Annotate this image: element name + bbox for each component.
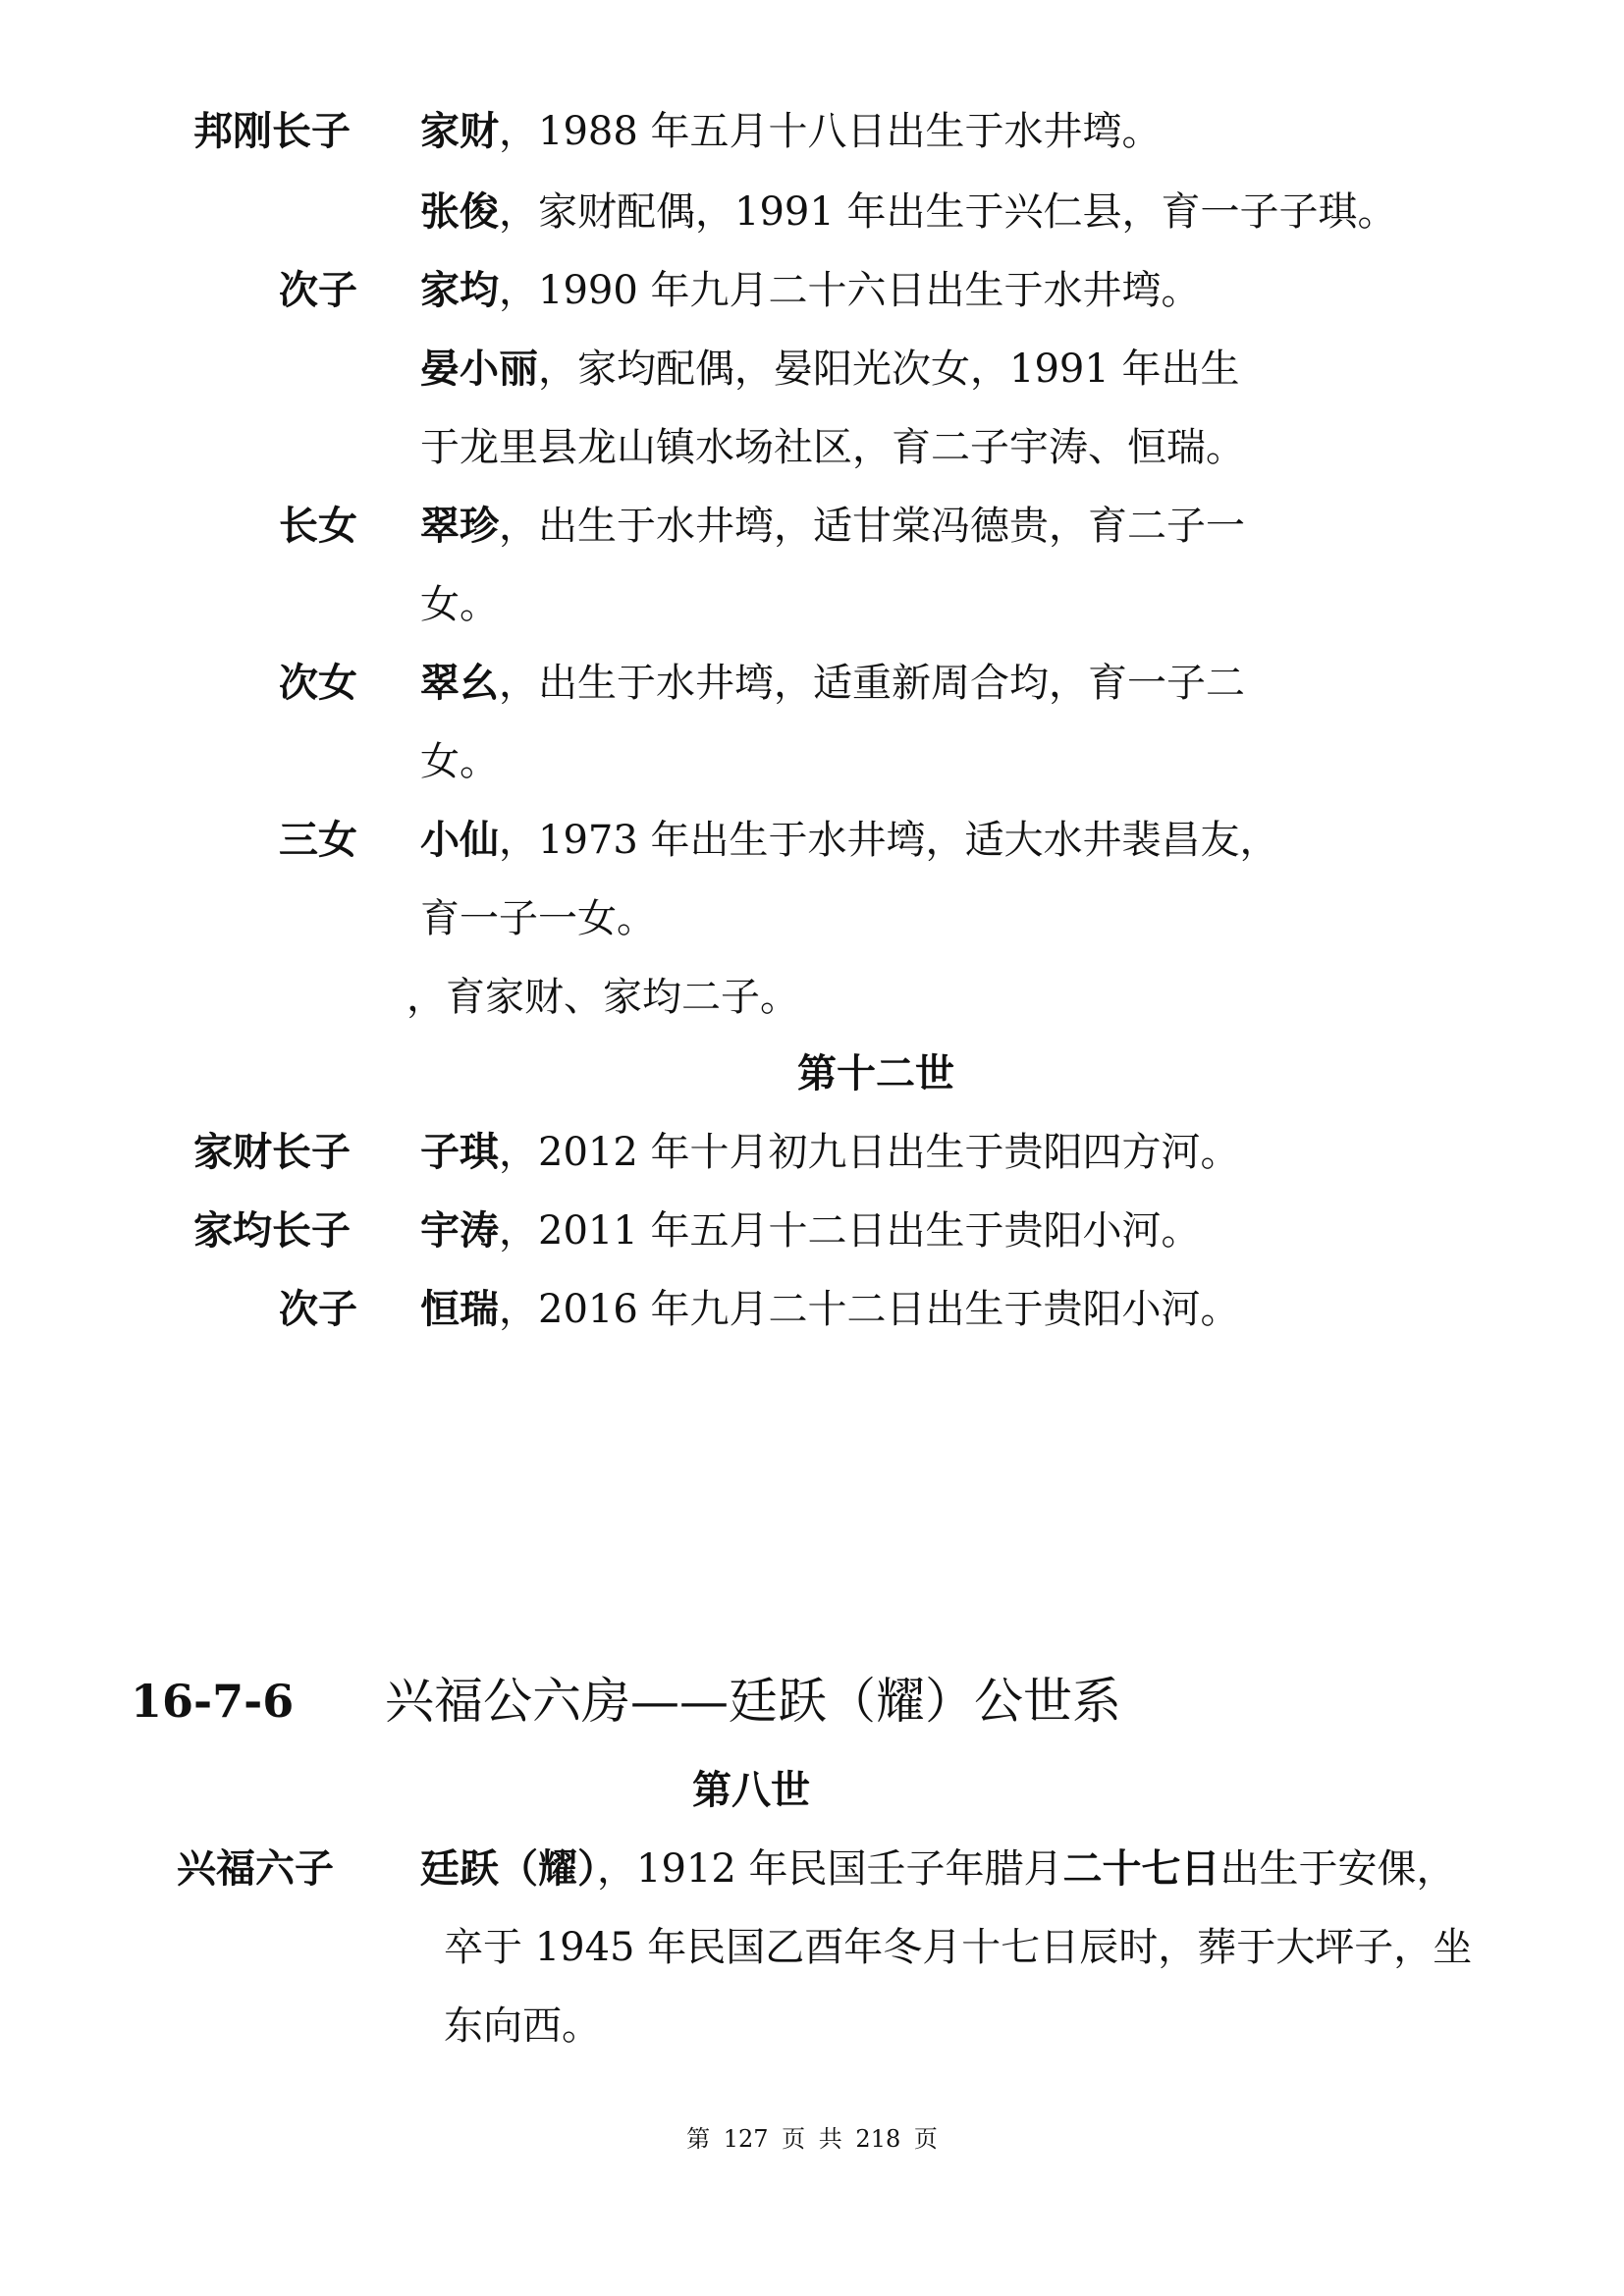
entry-detail: ，出生于水井塆，适甘棠冯德贵，育二子一 — [499, 504, 1245, 549]
person-name: 小仙 — [420, 817, 499, 863]
entry-text — [420, 815, 1279, 866]
entry-label: 次女 — [279, 660, 357, 706]
person-name: 家财 — [420, 108, 499, 154]
entry-continuation: 东向西。 — [444, 2003, 601, 2049]
entry-detail: ，2011 年五月十二日出生于贵阳小河。 — [499, 1208, 1201, 1254]
person-name: 恒瑞 — [420, 1286, 499, 1332]
entry-label: 家财长子 — [193, 1129, 351, 1175]
generation-heading: 第八世 — [692, 1767, 810, 1813]
entry-label: 兴福六子 — [177, 1845, 334, 1892]
entry-text — [420, 1284, 1240, 1335]
entry-continuation: 育一子一女。 — [420, 896, 656, 941]
entry-text — [420, 658, 1245, 709]
entry-detail: ，家均配偶，晏阳光次女，1991 年出生 — [538, 347, 1240, 392]
entry-label: 长女 — [279, 503, 357, 549]
entry-label: 家均长子 — [193, 1207, 351, 1254]
entry-detail: ，出生于水井塆，适重新周合均，育一子二 — [499, 661, 1245, 706]
person-name: 翠珍 — [420, 503, 499, 549]
emphasized-date: 二十七日 — [1062, 1845, 1220, 1892]
entry-text — [420, 501, 1245, 552]
entry-detail: 出生于安倮， — [1219, 1846, 1456, 1892]
person-name: 子琪 — [420, 1129, 499, 1175]
entry-detail: ，2012 年十月初九日出生于贵阳四方河。 — [499, 1130, 1240, 1175]
entry-label: 三女 — [279, 817, 357, 863]
person-name: 廷跃（耀） — [420, 1845, 597, 1892]
entry-label: 次子 — [279, 267, 357, 313]
person-name: 晏小丽 — [420, 346, 538, 392]
entry-continuation: 卒于 1945 年民国乙酉年冬月十七日辰时，葬于大坪子，坐 — [444, 1925, 1473, 1970]
entry-detail: ，家财配偶，1991 年出生于兴仁县，育一子子琪。 — [499, 189, 1397, 235]
person-name: 张俊 — [420, 188, 499, 235]
entry-text — [420, 265, 1201, 316]
entry-text — [420, 187, 1397, 238]
entry-detail: ，2016 年九月二十二日出生于贵阳小河。 — [499, 1287, 1240, 1332]
section-number: 16-7-6 — [131, 1675, 295, 1728]
entry-continuation: ，育家财、家均二子。 — [406, 975, 799, 1020]
entry-text — [420, 1843, 1456, 1895]
person-name: 家均 — [420, 267, 499, 313]
entry-text — [420, 1127, 1240, 1178]
page-footer: 第 127 页 共 218 页 — [686, 2125, 938, 2153]
entry-text — [420, 1205, 1201, 1256]
entry-continuation: 于龙里县龙山镇水场社区，育二子宇涛、恒瑞。 — [420, 425, 1245, 470]
entry-continuation: 女。 — [420, 582, 499, 627]
section-title: 兴福公六房——廷跃（耀）公世系 — [385, 1673, 1121, 1730]
entry-continuation: 女。 — [420, 739, 499, 784]
entry-detail: ，1988 年五月十八日出生于水井塆。 — [499, 109, 1162, 154]
person-name: 宇涛 — [420, 1207, 499, 1254]
entry-text — [420, 106, 1162, 157]
person-name: 翠幺 — [420, 660, 499, 706]
entry-detail: ，1973 年出生于水井塆，适大水井裴昌友， — [499, 818, 1279, 863]
entry-text — [420, 344, 1240, 395]
generation-heading: 第十二世 — [797, 1050, 954, 1096]
entry-label: 邦刚长子 — [193, 108, 351, 154]
entry-label: 次子 — [279, 1286, 357, 1332]
entry-detail: ，1912 年民国壬子年腊月 — [597, 1846, 1063, 1892]
entry-detail: ，1990 年九月二十六日出生于水井塆。 — [499, 268, 1201, 313]
